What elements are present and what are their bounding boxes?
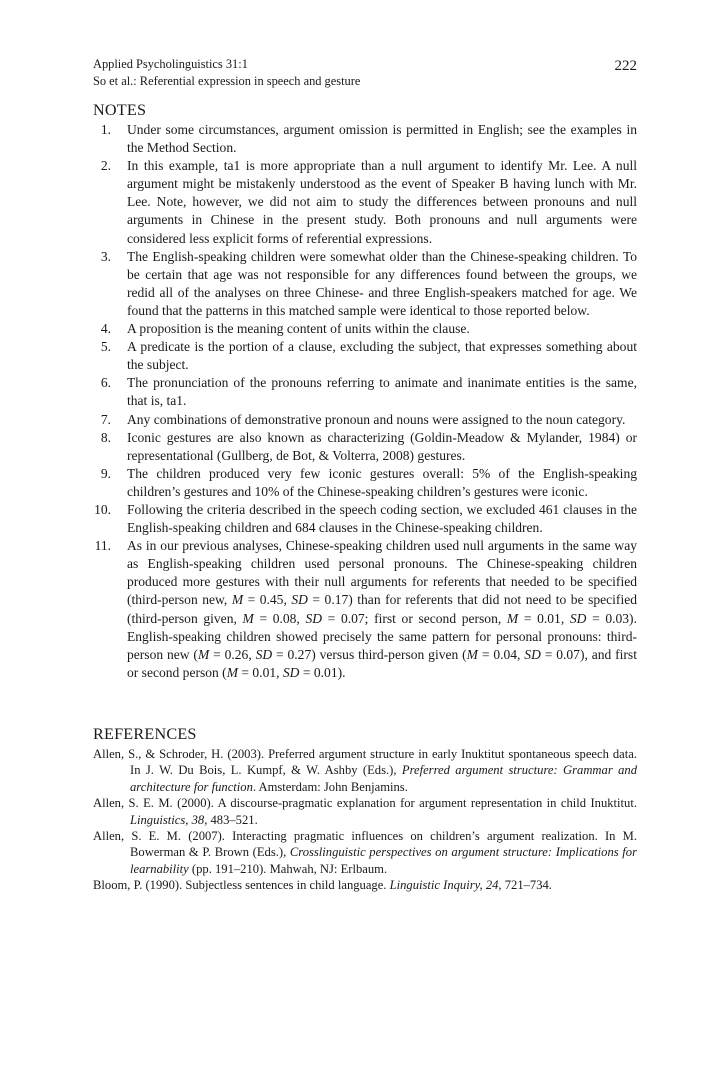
note-number: 9. bbox=[100, 465, 111, 481]
note-text: As in our previous analyses, Chinese-speaking children used null arguments in the same way as English-speaking children used personal pronouns. The Chinese-speaking children produced more gestures with their null arguments for referents that needed to be specified (third-person new, M = 0.45, SD = 0.17) than for referents that did not need to be specified (third-person given, M = 0.08, SD = 0.07; first or second person, M = 0.01, SD = 0.03). English-speaking children showed precisely the same pattern for personal pronouns: third-person new (M = 0.26, SD = 0.27) versus third-person given (M = 0.04, SD = 0.07), and first or second person (M = 0.01, SD = 0.01). bbox=[127, 538, 637, 680]
notes-heading: NOTES bbox=[93, 101, 147, 119]
note-item bbox=[93, 248, 637, 320]
note-item bbox=[93, 121, 637, 157]
note-text: Following the criteria described in the speech coding section, we excluded 461 clauses in the English-speaking children and 684 clauses in the Chinese-speaking children. bbox=[127, 501, 637, 536]
note-number: 11. bbox=[94, 538, 111, 554]
running-title: So et al.: Referential expression in speech and gesture bbox=[93, 73, 361, 88]
note-text: A proposition is the meaning content of units within the clause. bbox=[127, 321, 470, 337]
note-item bbox=[93, 157, 637, 247]
note-item bbox=[93, 429, 637, 465]
note-text: The English-speaking children were somewhat older than the Chinese-speaking children. To be certain that age was not responsible for any differences found between the groups, we redid all of the analyses on three Chinese- and three English-speakers matched for age. We found that the patterns in this matched sample were identical to those reported below. bbox=[127, 248, 637, 318]
references-list bbox=[93, 746, 637, 894]
note-item bbox=[93, 374, 637, 410]
note-number: 7. bbox=[100, 411, 111, 427]
reference-item: Bloom, P. (1990). Subjectless sentences in child language. Linguistic Inquiry, 24, 721–734. bbox=[93, 878, 552, 893]
note-number: 8. bbox=[100, 429, 111, 445]
note-text: The pronunciation of the pronouns referring to animate and inanimate entities is the same, that is, ta1. bbox=[127, 375, 637, 409]
journal-title: Applied Psycholinguistics 31:1 bbox=[93, 57, 248, 71]
reference-item: Allen, S., & Schroder, H. (2003). Preferred argument structure in early Inuktitut spontaneous speech data. In J. W. Du Bois, L. Kumpf, & W. Ashby (Eds.), Preferred argument structure: Grammar and architecture for function. Amsterdam: John Benjamins. bbox=[93, 746, 637, 794]
note-number: 3. bbox=[100, 248, 111, 264]
note-number: 1. bbox=[100, 122, 111, 137]
running-header bbox=[93, 56, 637, 92]
reference-item: Allen, S. E. M. (2007). Interacting pragmatic influences on children’s argument realization. In M. Bowerman & P. Brown (Eds.), Crosslinguistic perspectives on argument structure: Implications for learnability (pp. 191–210). Mahwah, NJ: Erlbaum. bbox=[93, 828, 637, 876]
note-number: 4. bbox=[100, 321, 111, 337]
note-text: Under some circumstances, argument omission is permitted in English; see the examples in the Method Section. bbox=[127, 122, 637, 156]
note-text: The children produced very few iconic gestures overall: 5% of the English-speaking children’s gestures and 10% of the Chinese-speaking children’s gestures were iconic. bbox=[127, 465, 637, 499]
paper-page bbox=[93, 56, 637, 894]
note-item bbox=[93, 501, 637, 537]
reference-item: Allen, S. E. M. (2000). A discourse-pragmatic explanation for argument representation in child Inuktitut. Linguistics, 38, 483–521. bbox=[93, 796, 637, 827]
note-item bbox=[93, 320, 637, 338]
page-number: 222 bbox=[614, 58, 637, 74]
note-text: Any combinations of demonstrative pronoun and nouns were assigned to the noun category. bbox=[127, 411, 626, 427]
note-text: In this example, ta1 is more appropriate than a null argument to identify Mr. Lee. A null argument might be mistakenly understood as the event of Speaker B having lunch with Mr. Lee. Note, however, we did not aim to study the differences between pronouns and null arguments in Chinese in the present study. Both pronouns and null arguments were considered less explicit forms of referential expressions. bbox=[127, 158, 637, 246]
note-item bbox=[93, 465, 637, 501]
note-number: 10. bbox=[94, 501, 111, 517]
note-number: 2. bbox=[100, 158, 111, 174]
notes-list bbox=[93, 121, 637, 682]
note-item bbox=[93, 338, 637, 374]
note-number: 6. bbox=[100, 375, 111, 391]
note-item bbox=[93, 537, 637, 682]
note-number: 5. bbox=[100, 339, 111, 355]
note-text: Iconic gestures are also known as characterizing (Goldin-Meadow & Mylander, 1984) or representational (Gullberg, de Bot, & Volterra, 2008) gestures. bbox=[127, 429, 637, 463]
note-text: A predicate is the portion of a clause, excluding the subject, that expresses something about the subject. bbox=[127, 339, 637, 373]
note-item bbox=[93, 411, 637, 429]
references-heading: REFERENCES bbox=[93, 724, 197, 743]
